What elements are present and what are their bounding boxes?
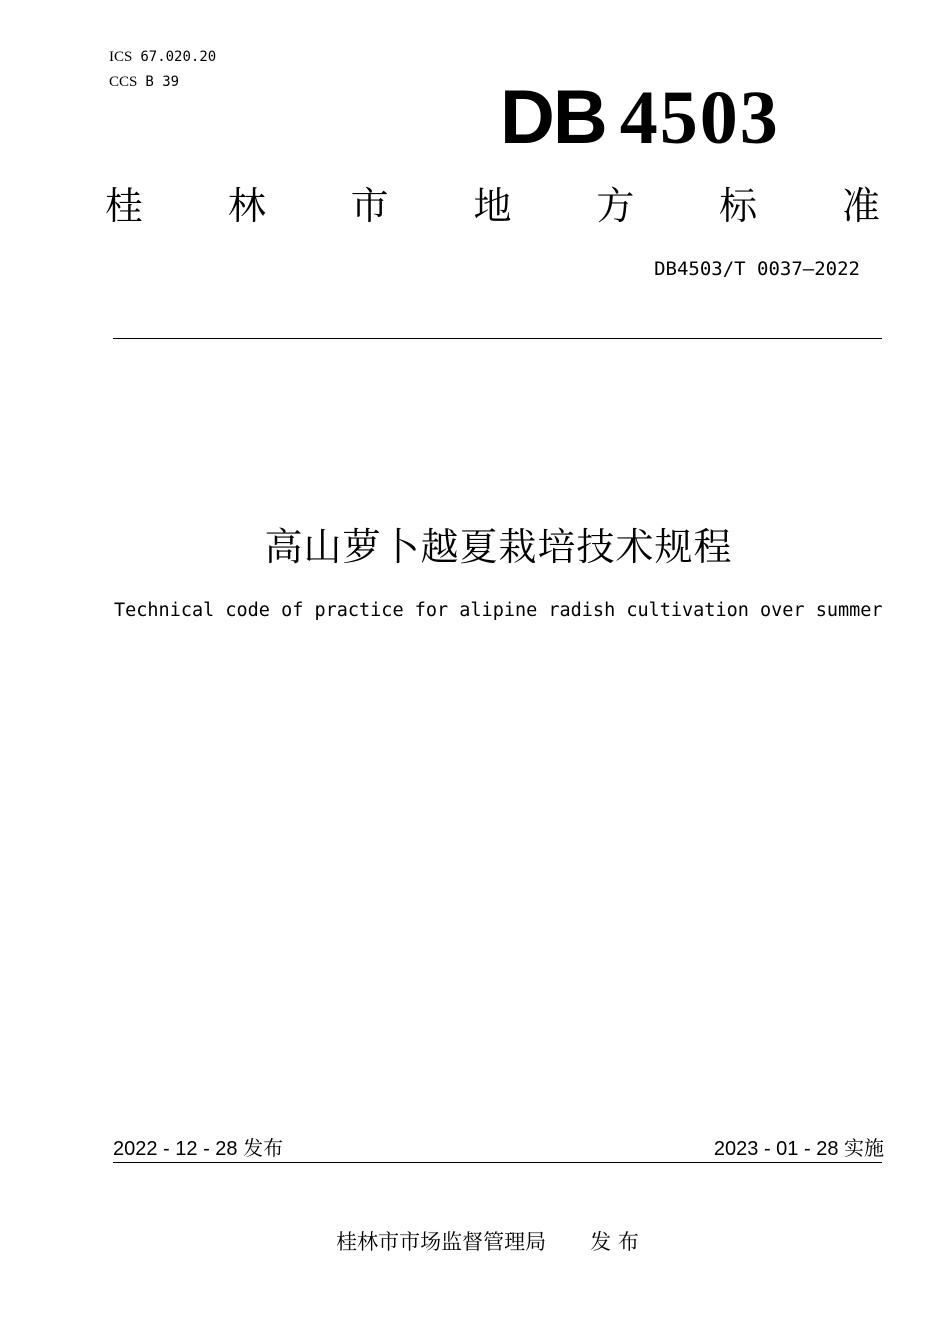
implementation-date: 2023 - 01 - 28 实施: [713, 1138, 884, 1160]
standard-type-char: 林: [227, 184, 266, 228]
header-divider: [113, 338, 882, 339]
document-title-en: Technical code of practice for alipine radish cultivation over summer: [114, 600, 883, 621]
standard-type-char: 标: [719, 184, 758, 228]
ccs-label: CCS: [109, 74, 138, 90]
ics-row: [109, 45, 216, 70]
logo-prefix: DB: [500, 75, 606, 160]
standard-type-heading: [105, 180, 880, 232]
standard-type-char: 准: [841, 184, 880, 228]
issuer-action: 发 布: [590, 1230, 639, 1254]
ccs-row: [109, 70, 216, 95]
standard-type-char: 方: [596, 184, 635, 228]
logo-number: 4503: [619, 76, 780, 160]
ics-label: ICS: [109, 49, 133, 65]
db-logo: [500, 75, 780, 160]
issuer-name: 桂林市市场监督管理局: [336, 1230, 547, 1254]
standard-type-char: 市: [350, 184, 389, 228]
standard-type-char: 桂: [105, 184, 144, 228]
classification-codes: [109, 45, 216, 95]
standard-number: DB4503/T 0037—2022: [654, 258, 860, 280]
release-date: 2022 - 12 - 28 发布: [113, 1138, 284, 1160]
footer-divider: [113, 1162, 882, 1163]
ics-value: 67.020.20: [140, 49, 217, 65]
standard-type-char: 地: [473, 184, 512, 228]
document-title-cn: 高山萝卜越夏栽培技术规程: [264, 525, 733, 569]
issuer-line: [0, 1226, 950, 1256]
ccs-value: B 39: [145, 74, 180, 90]
